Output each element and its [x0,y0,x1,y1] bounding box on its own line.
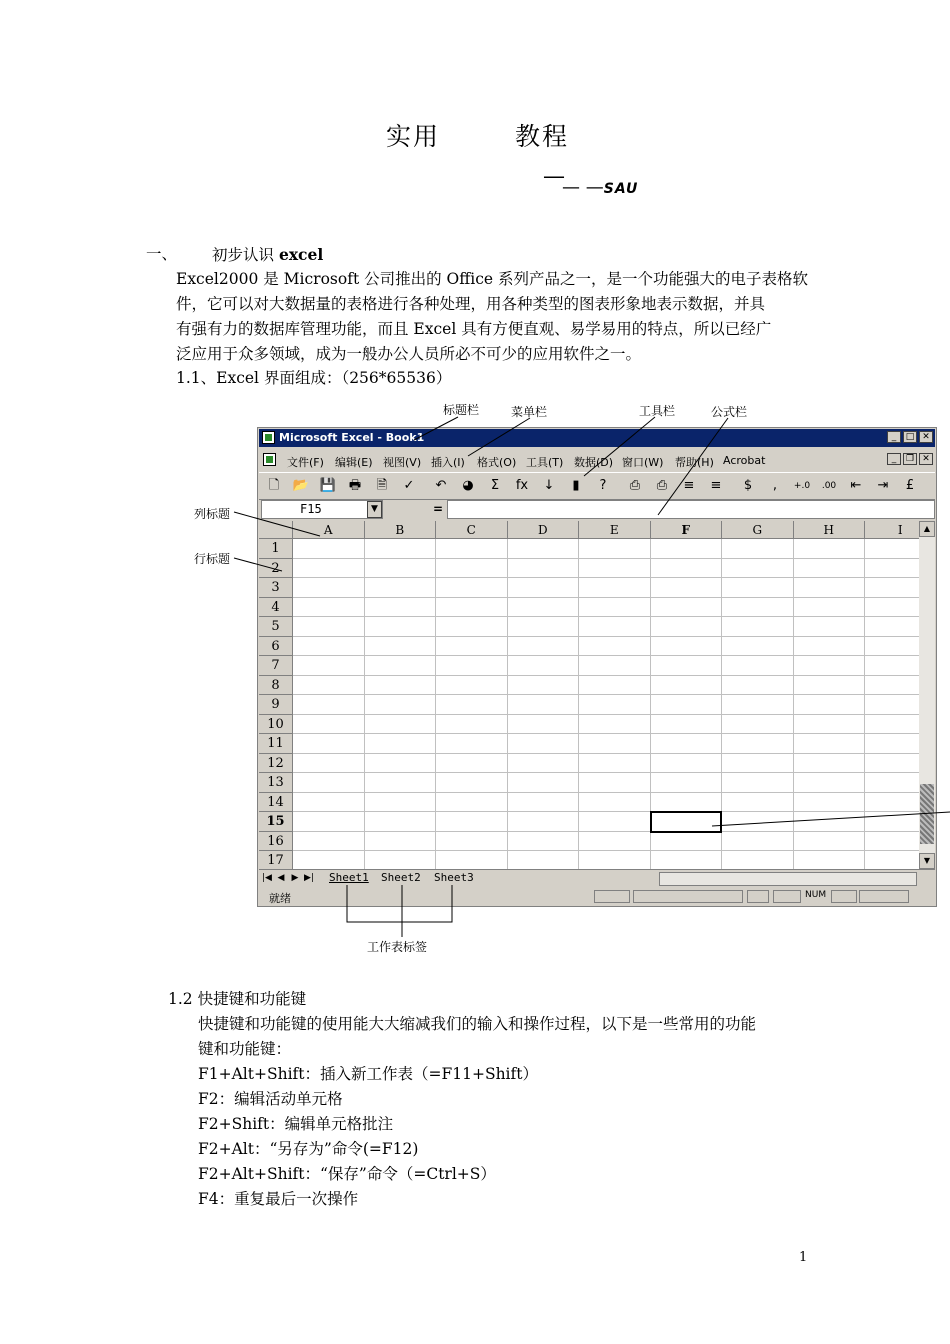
subsection-1-1: 1.1、Excel 界面组成：（256*65536） [176,369,452,387]
author-signature: SAU [603,181,639,197]
column-header[interactable]: G [722,521,794,539]
menu-window[interactable]: 窗口(W) [622,456,664,469]
doc-minimize-icon[interactable]: _ [887,453,901,465]
column-header[interactable]: C [436,521,508,539]
save-icon[interactable]: 💾 [319,478,337,493]
section-number: 一、 [146,245,178,263]
intro-line: 泛应用于众多领域，成为一般办公人员所必不可少的应用软件之一。 [176,345,642,363]
line-active-cell [712,812,950,826]
euro-icon[interactable]: £ [905,478,915,493]
chart-icon[interactable]: ▮ [572,478,580,493]
menu-acrobat[interactable]: Acrobat [723,454,766,467]
outdent-icon[interactable]: ⇥ [877,478,889,493]
help-icon[interactable]: ? [599,478,607,493]
sheet-tab-1[interactable]: Sheet1 [329,871,369,884]
column-header[interactable]: D [508,521,580,539]
row-header[interactable]: 17 [259,851,293,869]
indent-icon[interactable]: ⇤ [850,478,862,493]
sheet-tab-3[interactable]: Sheet3 [434,871,474,884]
row-header[interactable]: 14 [259,793,293,813]
menu-data[interactable]: 数据(D) [574,456,614,469]
shortcut-intro-line: 快捷键和功能键的使用能大大缩减我们的输入和操作过程，以下是一些常用的功能 [198,1015,757,1033]
next-sheet-icon[interactable]: ▶ [291,873,299,883]
row-header[interactable]: 7 [259,656,293,676]
menu-edit[interactable]: 编辑(E) [335,456,373,469]
spell-icon[interactable]: ✓ [403,478,415,493]
callout-col-header: 列标题 [194,507,231,521]
last-sheet-icon[interactable]: ▶| [304,873,314,883]
name-box[interactable]: F15 [261,500,383,519]
page-number: 1 [799,1250,808,1265]
shortcut-item: F2：编辑活动单元格 [198,1090,343,1108]
shortcut-item: F4：重复最后一次操作 [198,1190,359,1208]
row-header[interactable]: 8 [259,676,293,696]
line-formula-bar [658,418,728,515]
shortcut-item: F1+Alt+Shift：插入新工作表（=F11+Shift） [198,1065,538,1083]
scroll-up-icon[interactable]: ▲ [919,521,935,537]
dash-top: — [543,164,565,189]
row-header[interactable]: 2 [259,559,293,579]
increase-decimal-icon[interactable]: +.0 [793,481,811,491]
row-header[interactable]: 11 [259,734,293,754]
row-header[interactable]: 6 [259,637,293,657]
pdf-icon[interactable]: ⎙ [629,478,641,493]
column-header[interactable]: B [365,521,437,539]
decrease-decimal-icon[interactable]: .00 [821,481,837,491]
doc-title-part1: 实用 [386,122,441,151]
doc-close-icon[interactable]: ✕ [919,453,933,465]
row-header[interactable]: 4 [259,598,293,618]
shortcut-intro [198,1012,756,1062]
autosum-icon[interactable]: Σ [490,478,500,493]
row-header[interactable]: 13 [259,773,293,793]
callout-sheet-tabs: 工作表标签 [367,940,428,954]
first-sheet-icon[interactable]: |◀ [262,873,272,883]
maximize-icon[interactable]: □ [903,431,917,443]
formula-equals[interactable]: = [433,502,444,516]
web-icon[interactable]: ◕ [462,478,474,493]
status-ready: 就绪 [269,892,291,905]
comma-icon[interactable]: , [772,478,778,493]
column-header[interactable]: H [794,521,866,539]
sort-icon[interactable]: ↓ [543,478,555,493]
intro-line: 件，它可以对大数据量的表格进行各种处理，用各种类型的图表形象地表示数据，并具 [176,295,766,313]
menu-format[interactable]: 格式(O) [477,456,517,469]
callout-menu-bar: 菜单栏 [511,405,548,419]
column-header[interactable]: F [651,521,723,539]
open-icon[interactable]: 📂 [292,478,310,493]
row-header[interactable]: 16 [259,832,293,852]
undo-icon[interactable]: ↶ [435,478,447,493]
line-title-bar [414,417,458,440]
menu-help[interactable]: 帮助(H) [675,456,714,469]
center-icon[interactable]: ≡ [710,478,722,493]
doc-title-part2: 教程 [515,122,570,151]
doc-restore-icon[interactable]: ❐ [903,453,917,465]
row-header[interactable]: 1 [259,539,293,559]
row-header[interactable]: 5 [259,617,293,637]
shortcut-list [198,1062,538,1212]
preview-icon[interactable]: 🗎 [376,478,388,493]
function-icon[interactable]: fx [515,478,529,493]
shortcut-item: F2+Shift：编辑单元格批注 [198,1115,394,1133]
scroll-down-icon[interactable]: ▼ [919,853,935,869]
menu-tools[interactable]: 工具(T) [526,456,564,469]
shortcut-item: F2+Alt：“另存为”命令(=F12) [198,1140,419,1158]
intro-line: Excel2000 是 Microsoft 公司推出的 Office 系列产品之一，是一个功能强大的电子表格软 [176,270,808,288]
bracket-sheet-tabs [347,885,452,922]
line-col-header [234,512,320,536]
line-tool-bar [584,417,655,476]
minimize-icon[interactable]: _ [887,431,901,443]
row-header[interactable]: 10 [259,715,293,735]
subsection-1-2: 1.2 快捷键和功能键 [168,990,307,1008]
window-title: Microsoft Excel - Book1 [279,431,425,444]
row-header[interactable]: 15 [259,812,293,832]
line-row-header [234,558,282,571]
row-header[interactable]: 12 [259,754,293,774]
callout-row-header: 行标题 [194,552,231,566]
callout-tool-bar: 工具栏 [639,404,676,418]
column-header[interactable]: A [293,521,365,539]
menu-view[interactable]: 视图(V) [383,456,422,469]
author-dashes: — — [562,177,604,198]
sheet-tab-2[interactable]: Sheet2 [381,871,421,884]
row-header[interactable]: 9 [259,695,293,715]
align-left-icon[interactable]: ≡ [683,478,695,493]
shortcut-intro-line: 键和功能键： [198,1040,292,1058]
section-title-cn: 初步认识 [212,246,275,264]
pdf2-icon[interactable]: ⎙ [656,478,668,493]
new-icon[interactable]: 🗋 [268,478,280,493]
print-icon[interactable]: 🖶 [348,478,362,493]
prev-sheet-icon[interactable]: ◀ [277,873,285,883]
name-box-dropdown-icon[interactable]: ▼ [367,501,382,518]
column-header[interactable]: I [865,521,919,539]
section-title-en: excel [278,245,324,264]
num-lock-indicator: NUM [805,890,827,900]
shortcut-item: F2+Alt+Shift：“保存”命令（=Ctrl+S） [198,1165,496,1183]
column-header[interactable]: E [579,521,651,539]
close-icon[interactable]: ✕ [919,431,933,443]
menu-file[interactable]: 文件(F) [287,456,324,469]
currency-icon[interactable]: $ [743,478,753,493]
menu-insert[interactable]: 插入(I) [431,456,465,469]
intro-line: 有强有力的数据库管理功能，而且 Excel 具有方便直观、易学易用的特点，所以已经广 [176,320,772,338]
line-menu-bar [468,418,530,456]
callout-formula-bar: 公式栏 [711,405,748,419]
row-header[interactable]: 3 [259,578,293,598]
callout-title-bar: 标题栏 [443,403,480,417]
